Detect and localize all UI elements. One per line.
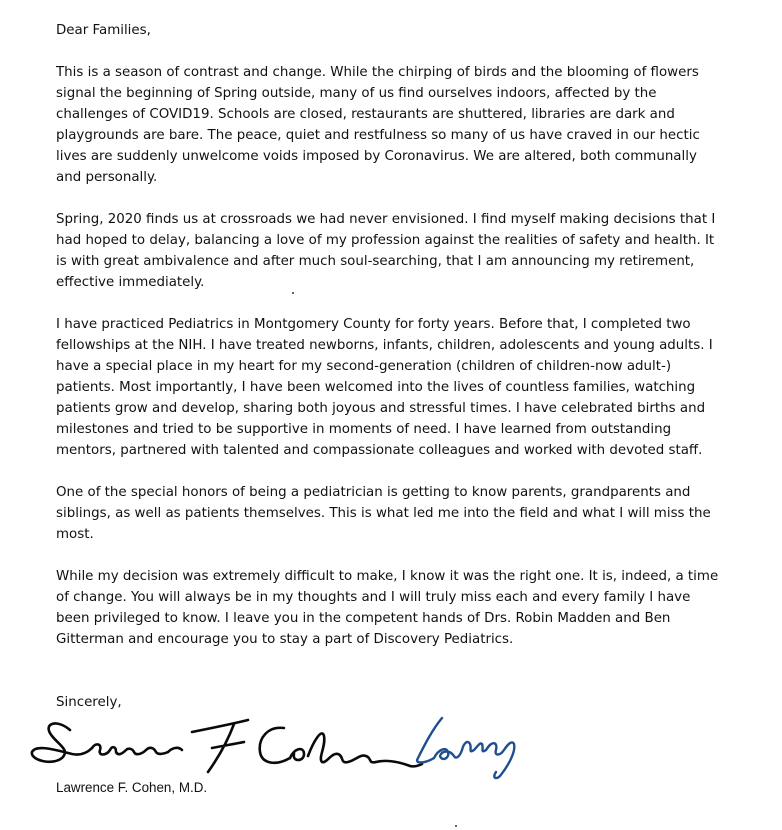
closing: Sincerely,	[56, 695, 122, 710]
paragraph-career-history: I have practiced Pediatrics in Montgomery County for forty years. Before that, I completed two fellowships at the NIH. I have treated newborns, infants, children, adolescents and young adults. I have a special place in my heart for my second-generation (children of children-now adult-) patients. Most importantly, I have been welcomed into the lives of countless families, watching patients grow and develop, sharing both joyous and stressful times. I have celebrated births and milestones and tried to be supportive in moments of need. I have learned from outstanding mentors, partnered with talented and compassionate colleagues and worked with devoted staff.	[56, 317, 713, 458]
scan-speck	[455, 825, 457, 827]
handwritten-signature	[22, 700, 542, 785]
signer-name: Lawrence F. Cohen, M.D.	[56, 780, 208, 795]
salutation: Dear Families,	[56, 23, 151, 38]
paragraph-special-honors: One of the special honors of being a pediatrician is getting to know parents, grandparents and siblings, as well as patients themselves. This is what led me into the field and what I will miss the most.	[56, 485, 711, 542]
paragraph-season-of-change: This is a season of contrast and change. While the chirping of birds and the blooming of flowers signal the beginning of Spring outside, many of us find ourselves indoors, affected by the challenges of COVID19. Schools are closed, restaurants are shuttered, libraries are dark and playgrounds are bare. The peace, quiet and restfulness so many of us have craved in our hectic lives are suddenly unwelcome voids imposed by Coronavirus. We are altered, both communally and personally.	[56, 65, 700, 185]
paragraph-farewell: While my decision was extremely difficult to make, I know it was the right one. It is, indeed, a time of change. You will always be in my thoughts and I will truly miss each and every family I have been privileged to know. I leave you in the competent hands of Drs. Robin Madden and Ben Gitterman and encourage you to stay a part of Discovery Pediatrics.	[56, 569, 719, 647]
letter-body	[56, 20, 726, 671]
scan-speck	[292, 292, 294, 294]
paragraph-retirement-announcement: Spring, 2020 finds us at crossroads we had never envisioned. I find myself making decisions that I had hoped to delay, balancing a love of my profession against the realities of safety and health. It is with great ambivalence and after much soul-searching, that I am announcing my retirement, effective immediately.	[56, 212, 716, 290]
